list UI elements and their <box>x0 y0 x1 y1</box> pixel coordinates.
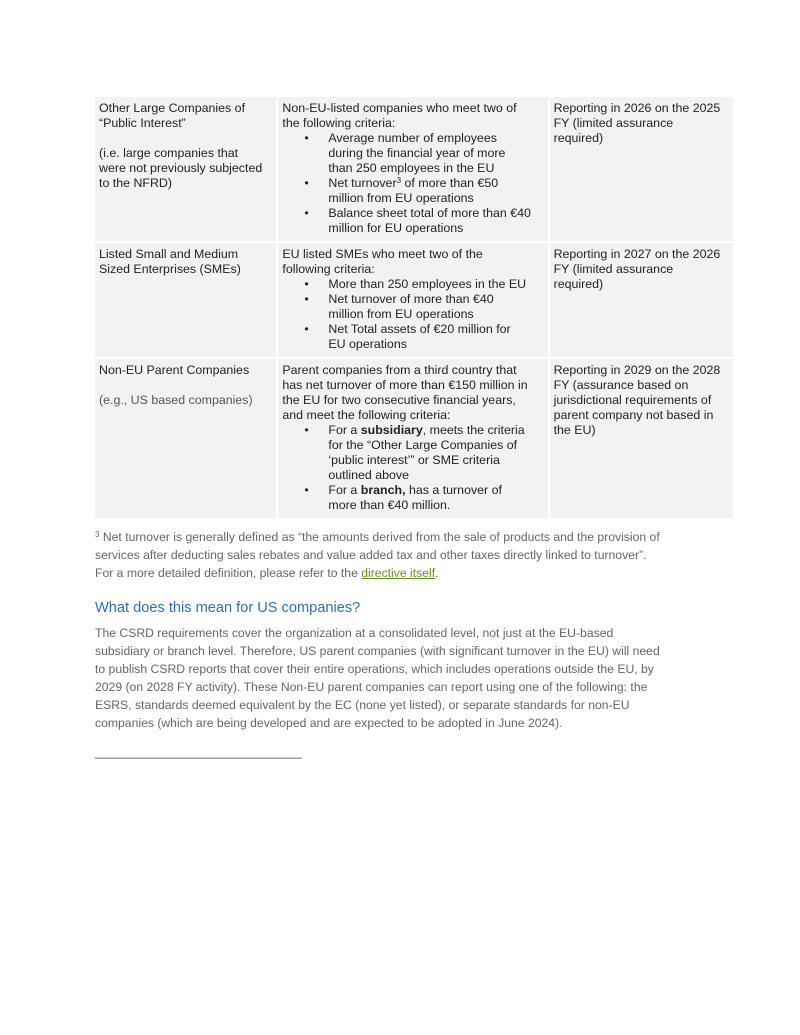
subsidiary-emphasis: subsidiary <box>360 423 423 437</box>
requirements-table <box>93 95 735 520</box>
reporting-timeline-cell: Reporting in 2027 on the 2026 FY (limited assurance required) <box>550 243 733 357</box>
criteria-list <box>282 277 543 352</box>
list-item: • Balance sheet total of more than €40 million for EU operations <box>304 206 531 235</box>
company-type-cell: Other Large Companies of “Public Interest” (i.e. large companies that were not previously subjected to the NFRD) <box>95 97 276 241</box>
criteria-cell: EU listed SMEs who meet two of the following criteria: • More than 250 employees in the EU • Net turnover of more than €40 million from EU operations • Net Total assets of €20 million for EU operations <box>278 243 547 357</box>
company-type-cell: Non-EU Parent Companies (e.g., US based companies) <box>95 359 276 518</box>
table-row <box>95 243 733 357</box>
criteria-list <box>282 423 543 513</box>
company-type-cell: Listed Small and Medium Sized Enterprises (SMEs) <box>95 243 276 357</box>
list-item: • Net turnover$^3$ of more than €50 million from EU operations <box>304 176 499 205</box>
criteria-list <box>282 131 543 236</box>
list-item: • For a subsidiary, meets the criteria for the “Other Large Companies of ‘public interest’” or SME criteria outlined above <box>304 423 525 482</box>
table-row <box>95 359 733 518</box>
table-row <box>95 97 733 241</box>
reporting-timeline-cell: Reporting in 2026 on the 2025 FY (limited assurance required) <box>550 97 733 241</box>
list-item: • For a branch, has a turnover of more than €40 million. <box>304 483 502 512</box>
criteria-cell: Parent companies from a third country that has net turnover of more than €150 million in the EU for two consecutive financial years, and meet the following criteria: • For a subsidiary, meets the criteria for the “Other Large Companies of ‘public interest’” or SME criteria outlined above • For a branch, has a turnover of more than €40 million. <box>278 359 547 518</box>
branch-emphasis: branch, <box>360 483 406 497</box>
footnote: $^3$ Net turnover is generally defined as “the amounts derived from the sale of products and the provision of services after deducting sales rebates and value added tax and other taxes directly linked to turnover”. For a more detailed definition, please refer to the directive itself. <box>95 530 660 580</box>
section-paragraph: The CSRD requirements cover the organization at a consolidated level, not just at the EU-based subsidiary or branch level. Therefore, US parent companies (with significant turnover in the EU) will need to publish CSRD reports that cover their entire operations, which includes operations outside the EU, by 2029 (on 2028 FY activity). These Non-EU parent companies can report using one of the following: the ESRS, standards deemed equivalent by the EC (none yet listed), or separate standards for non-EU companies (which are being developed and are expected to be adopted in June 2024). <box>95 626 660 730</box>
list-item: • Net turnover of more than €40 million from EU operations <box>304 292 494 321</box>
footnote-marker: 3 <box>95 530 100 539</box>
reporting-timeline-cell: Reporting in 2029 on the 2028 FY (assurance based on jurisdictional requirements of parent company not based in the EU) <box>550 359 733 518</box>
document-page <box>95 95 735 759</box>
list-item: • Net Total assets of €20 million for EU operations <box>304 322 511 351</box>
criteria-cell: Non-EU-listed companies who meet two of the following criteria: • Average number of employees during the financial year of more than 250 employees in the EU • Net turnover$^3$ of more than €50 million from EU operations • Balance sheet total of more than €40 million for EU operations <box>278 97 547 241</box>
footnote-marker: 3 <box>396 176 402 185</box>
list-item: • More than 250 employees in the EU <box>304 277 527 291</box>
separator-line: _______________________________ <box>95 745 302 759</box>
list-item: • Average number of employees during the financial year of more than 250 employees in the EU <box>304 131 506 175</box>
section-heading: What does this mean for US companies? <box>95 600 361 616</box>
directive-link[interactable]: directive itself <box>361 566 436 580</box>
